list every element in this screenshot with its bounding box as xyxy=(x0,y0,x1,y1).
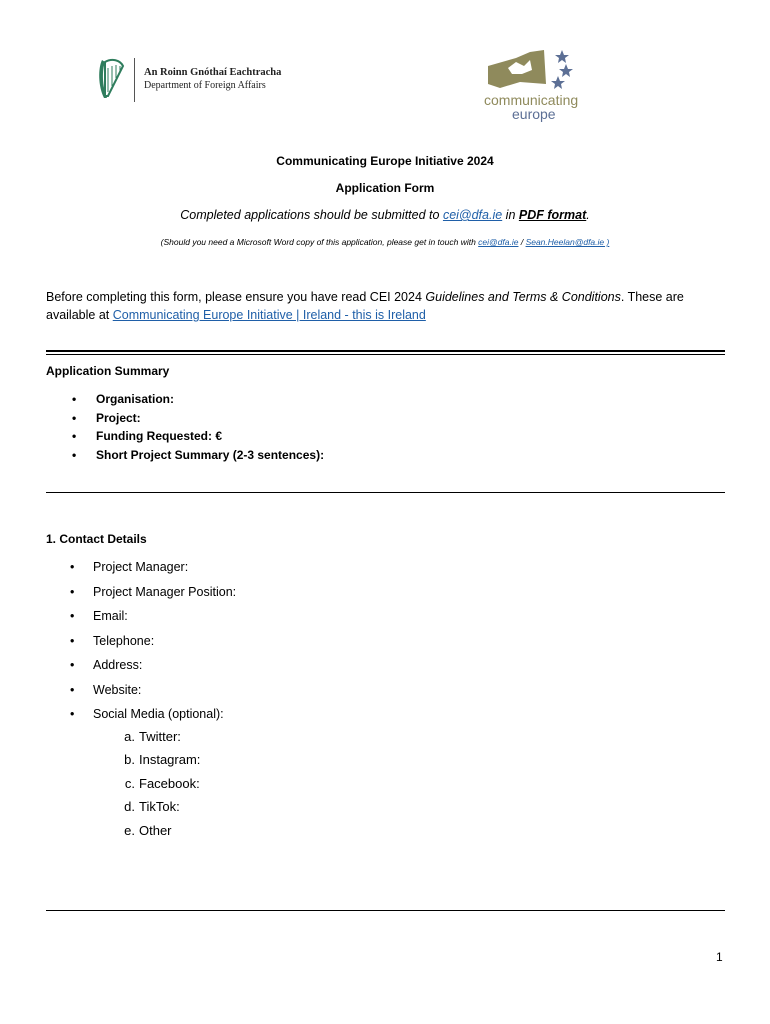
contact-item-project-manager: • Project Manager: xyxy=(70,560,189,574)
contact-item-social-media: • Social Media (optional): xyxy=(70,707,224,721)
guidelines-reference: Guidelines and Terms & Conditions xyxy=(425,290,621,304)
word-copy-email-cei[interactable]: cei@dfa.ie xyxy=(478,237,519,247)
intro-text-post: . These are xyxy=(620,290,684,304)
section-divider-double-lower xyxy=(46,354,725,355)
dfa-name-irish: An Roinn Gnóthaí Eachtracha xyxy=(144,67,282,78)
ce-emblem-icon xyxy=(486,44,576,90)
dfa-logo xyxy=(96,56,286,104)
word-copy-text: (Should you need a Microsoft Word copy of this application, please get in touch with xyxy=(160,237,479,247)
communicating-europe-logo xyxy=(482,44,602,122)
word-copy-email-heelan[interactable]: Sean.Heelan@dfa.ie ) xyxy=(525,237,610,247)
word-copy-separator: / xyxy=(518,237,526,247)
intro-paragraph xyxy=(46,288,736,324)
submission-text-end: . xyxy=(586,208,590,222)
summary-item-organisation: • Organisation: xyxy=(72,392,175,406)
submission-instructions xyxy=(0,208,770,222)
application-summary-heading: Application Summary xyxy=(46,364,170,378)
word-copy-note xyxy=(0,237,770,247)
section-divider xyxy=(46,492,725,493)
cei-website-link[interactable]: Communicating Europe Initiative | Ireland - this is Ireland xyxy=(112,308,426,322)
dfa-divider xyxy=(134,58,135,102)
document-title: Communicating Europe Initiative 2024 xyxy=(276,154,494,168)
summary-item-funding: • Funding Requested: € xyxy=(72,429,222,443)
submission-text-mid: in xyxy=(502,208,519,222)
summary-item-project: • Project: xyxy=(72,410,141,425)
application-summary-list xyxy=(72,392,572,466)
dfa-name-english: Department of Foreign Affairs xyxy=(144,80,266,91)
document-subtitle: Application Form xyxy=(335,181,435,195)
ce-text-europe: europe xyxy=(512,106,556,122)
intro-line-1 xyxy=(46,288,736,306)
summary-item-short-summary: • Short Project Summary (2-3 sentences): xyxy=(72,447,325,462)
pdf-format-note: PDF format xyxy=(518,208,587,222)
submission-text-pre: Completed applications should be submitted to xyxy=(180,208,443,222)
contact-item-telephone: • Telephone: xyxy=(70,633,155,648)
contact-details-list xyxy=(70,560,570,732)
contact-item-address: • Address: xyxy=(70,658,143,672)
page-number: 1 xyxy=(716,950,723,964)
intro-available-text: available at xyxy=(46,308,113,322)
contact-details-heading: 1. Contact Details xyxy=(46,532,147,546)
ce-text-communicating: communicating xyxy=(484,92,579,108)
submission-email-link[interactable]: cei@dfa.ie xyxy=(442,208,503,222)
contact-item-website: • Website: xyxy=(70,682,142,697)
harp-icon xyxy=(96,56,126,102)
contact-item-position: • Project Manager Position: xyxy=(70,584,237,599)
intro-text-pre: Before completing this form, please ensure you have read CEI 2024 xyxy=(46,290,426,304)
section-divider-double xyxy=(46,350,725,352)
contact-item-email: • Email: xyxy=(70,609,128,623)
intro-line-2 xyxy=(46,306,736,324)
section-divider-bottom xyxy=(46,910,725,911)
